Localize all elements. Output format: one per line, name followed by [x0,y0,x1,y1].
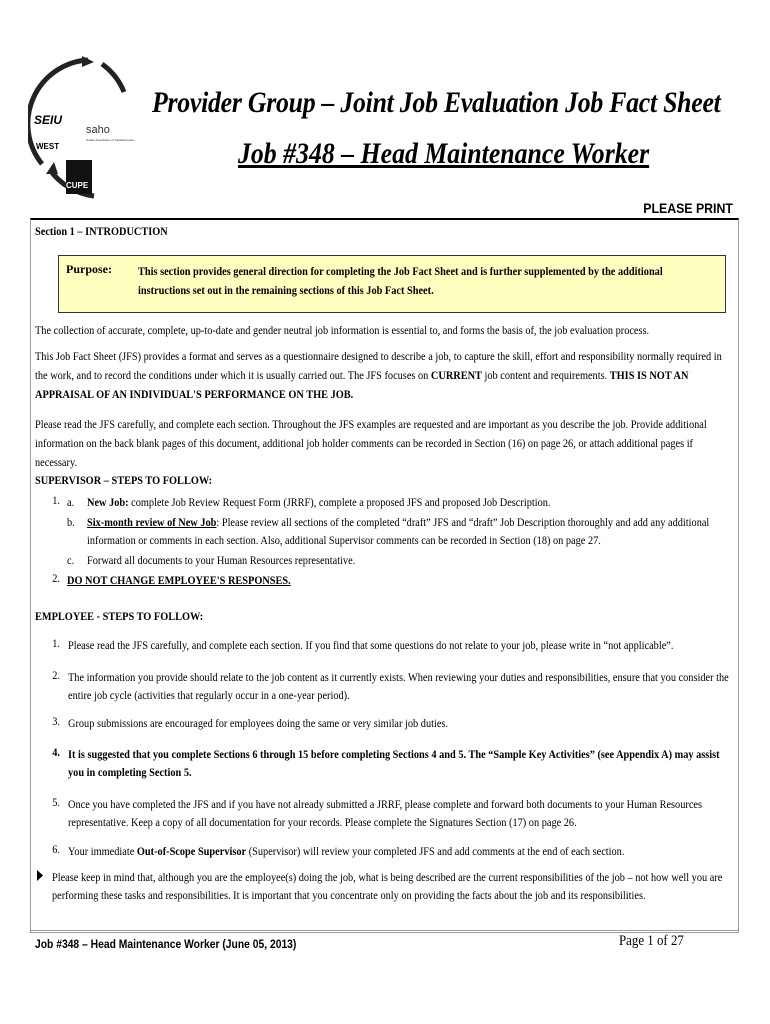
employee-heading: EMPLOYEE - STEPS TO FOLLOW: [35,609,204,623]
supervisor-a-marker: a. [67,495,75,509]
employee-note: Please keep in mind that, although you are the employee(s) doing the job, what is being described are the current responsibilities of the job – not how well you are performing these tasks and responsibilities. It is important that you concentrate only on providing the facts about the job and its responsibilities. [52,870,723,902]
employee-item-6-number: 6. [52,842,60,856]
purpose-label: Purpose: [66,262,112,276]
footer-divider [30,930,739,931]
supervisor-item-2-text: DO NOT CHANGE EMPLOYEE'S RESPONSES. [67,573,291,587]
employee-item-3-text: Group submissions are encouraged for employees doing the same or very similar job duties. [68,716,449,730]
seiu-logo-text: SEIU [34,113,63,127]
six-month-review-label: Six-month review of New Job [87,515,217,529]
supervisor-item-1-number: 1. [52,493,60,507]
item6-text-a: Your immediate [68,844,137,858]
saho-logo-text: saho [86,124,110,136]
employee-item-2-number: 2. [52,668,60,682]
saho-subtitle-text: Health Association of Saskatchewan [86,138,135,142]
employee-item-4-text: It is suggested that you complete Sections 6 through 15 before completing Sections 4 and 5. The “Sample Key Activities” (see Appendix A) may assist you in completing Section 5. [68,747,720,779]
joint-logo [28,52,136,202]
new-job-label: New Job: [87,495,129,509]
section-title: Section 1 – INTRODUCTION [35,224,168,238]
para2-text-b: job content and requirements. [481,368,610,382]
cupe-logo-text: CUPE [66,181,89,190]
employee-item-5-number: 5. [52,795,60,809]
para2-bold: THIS IS NOT AN APPRAISAL OF AN INDIVIDUAL'S PERFORMANCE ON THE JOB. [35,368,689,401]
new-job-text: complete Job Review Request Form (JRRF), complete a proposed JFS and proposed Job Description. [128,495,551,509]
employee-item-5-text: Once you have completed the JFS and if you have not already submitted a JRRF, please complete and forward both documents to your Human Resources representative. Keep a copy of all documentation for your records. Please complete the Signatures Section (17) on page 26. [68,797,702,829]
supervisor-c-marker: c. [67,553,75,567]
supervisor-heading: SUPERVISOR – STEPS TO FOLLOW: [35,473,213,487]
employee-item-3-number: 3. [52,714,60,728]
employee-item-4-number: 4. [52,745,60,759]
supervisor-item-2-number: 2. [52,571,60,585]
page-number: Page 1 of 27 [619,933,684,949]
supervisor-a-text [87,493,723,511]
footer-job-label: Job #348 – Head Maintenance Worker (June 05, 2013) [35,937,297,951]
intro-paragraph-1: The collection of accurate, complete, up-to-date and gender neutral job information is essential to, and forms the basis of, the job evaluation process. [35,323,650,337]
item6-text-b: (Supervisor) will review your completed JFS and add comments at the end of each section. [246,844,625,858]
job-title: Job #348 – Head Maintenance Worker [238,137,650,170]
document-title: Provider Group – Joint Job Evaluation Job Fact Sheet [152,86,721,119]
intro-paragraph-3: Please read the JFS carefully, and complete each section. Throughout the JFS examples are requested and are important as you describe the job. Provide additional information on the back blank pages of this document, additional job holder comments can be recorded in Section (16) on page 26, or attach additional pages if necessary. [35,417,707,469]
please-print-label: PLEASE PRINT [643,200,733,216]
west-logo-text: WEST [36,142,60,151]
supervisor-b-text [87,513,728,549]
employee-item-1-number: 1. [52,636,60,650]
employee-item-1-text: Please read the JFS carefully, and complete each section. If you find that some questions do not relate to your job, please write in “not applicable”. [68,638,674,652]
intro-paragraph-2 [35,347,732,404]
arrow-bullet-icon [36,870,44,881]
para2-text-a: This Job Fact Sheet (JFS) provides a format and serves as a questionnaire designed to describe a job, to capture the skill, effort and responsibility normally required in the work, and to record the conditions under which it is usually carried out. The JFS focuses on [35,349,722,382]
para2-current: CURRENT [430,368,482,382]
supervisor-b-marker: b. [67,515,75,529]
six-month-review-text: : Please review all sections of the completed “draft” JFS and “draft” Job Description thoroughly and add any additional information or comments in each section. Also, additional Supervisor comments can be recorded in Section (18) on page 27. [87,515,710,547]
employee-item-2-text: The information you provide should relate to the job content as it currently exists. When reviewing your duties and responsibilities, ensure that you consider the entire job cycle (activities that regularly occur in a one-year period). [68,670,729,702]
employee-item-6-text [68,842,730,860]
purpose-text: This section provides general direction for completing the Job Fact Sheet and is further supplemented by the additional instructions set out in the remaining sections of this Job Fact Sheet. [138,264,663,297]
supervisor-c-text: Forward all documents to your Human Resources representative. [87,553,356,567]
out-of-scope-supervisor: Out-of-Scope Supervisor [136,844,247,858]
